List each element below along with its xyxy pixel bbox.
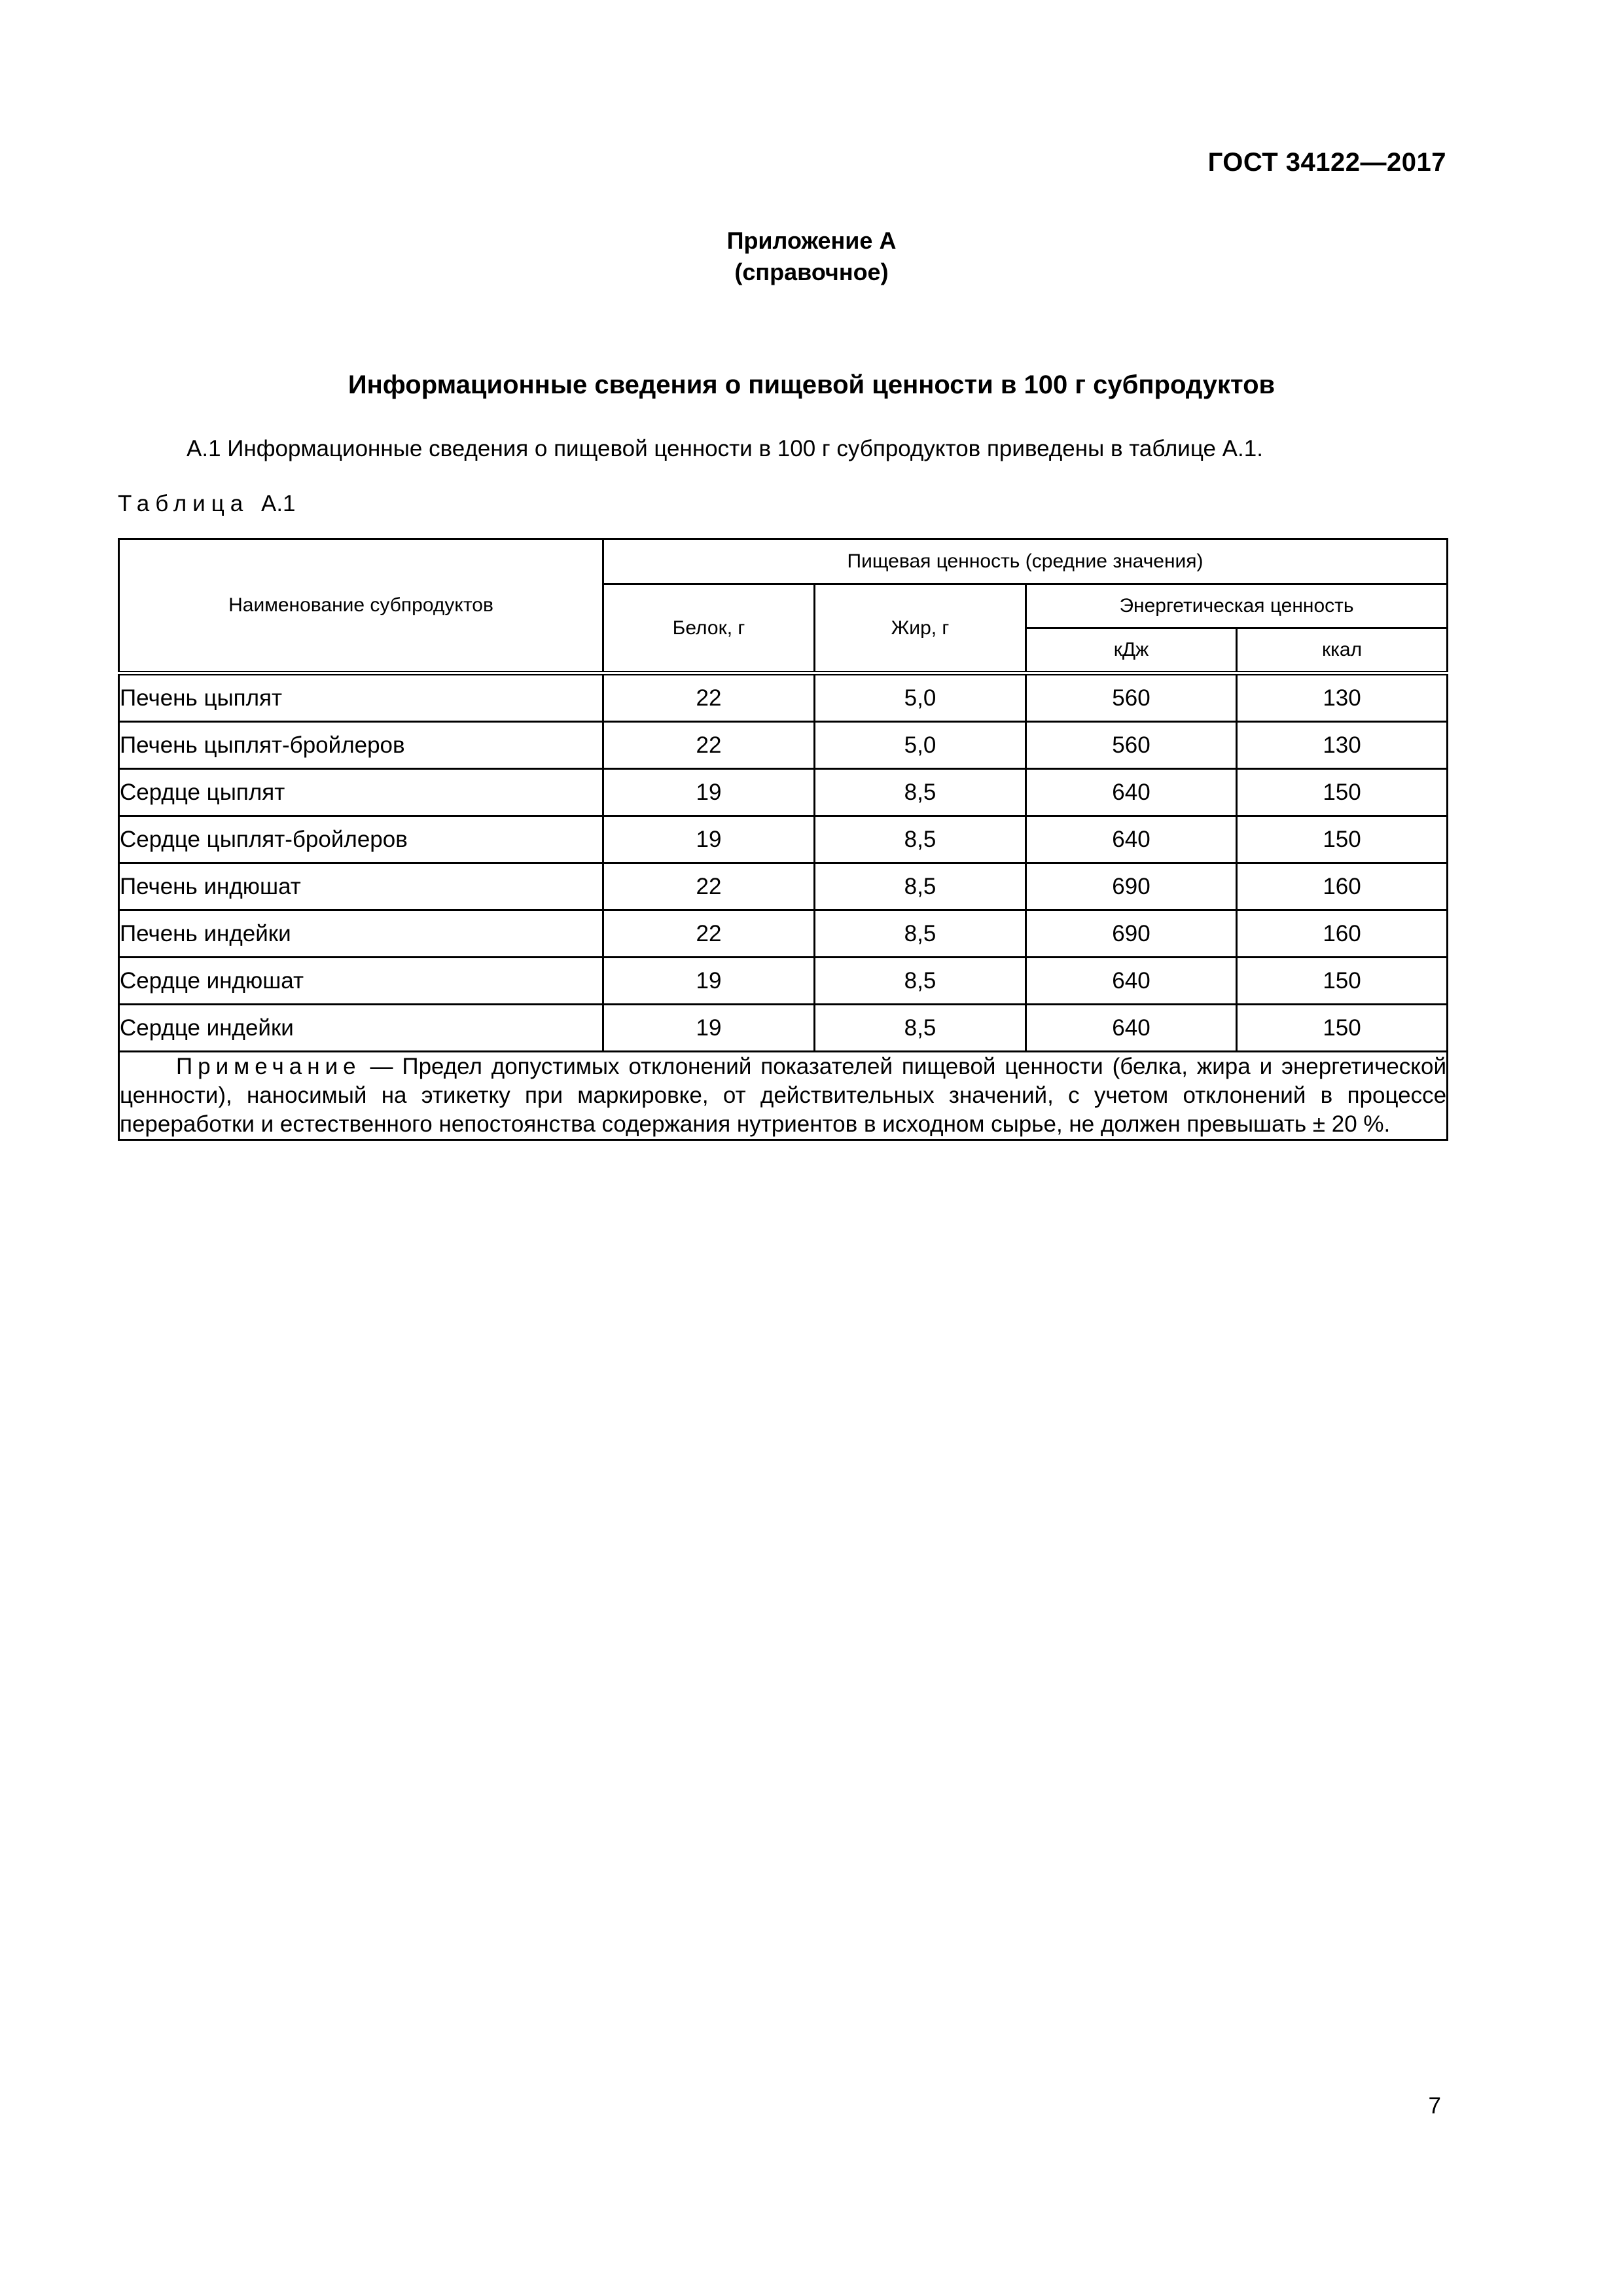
cell-protein: 22 [603,722,815,769]
note-text: — Предел допустимых отклонений показателей пищевой ценности (белка, жира и энергетической ценности), наносимый на этикетку при маркировке, от действительных значений, с учетом отклонений в процессе переработки и естественного непостоянства содержания нутриентов в исходном сырье, не должен превышать ± 20 %. [120,1054,1447,1137]
header-nutrition: Пищевая ценность (средние значения) [603,539,1448,584]
cell-kcal: 130 [1237,673,1448,722]
cell-fat: 8,5 [815,910,1026,958]
cell-protein: 19 [603,1005,815,1052]
cell-name: Печень цыплят [119,673,603,722]
cell-name: Сердце цыплят [119,769,603,816]
cell-kj: 640 [1026,816,1237,863]
cell-kj: 690 [1026,863,1237,910]
table-row [119,673,1448,722]
header-name: Наименование субпродуктов [119,539,603,673]
appendix-subtitle: (справочное) [734,259,889,285]
note-label: Примечание [176,1054,361,1079]
table-caption-number: А.1 [260,491,296,516]
cell-protein: 22 [603,863,815,910]
cell-kcal: 150 [1237,769,1448,816]
cell-fat: 8,5 [815,863,1026,910]
cell-fat: 8,5 [815,816,1026,863]
cell-protein: 22 [603,910,815,958]
cell-kcal: 160 [1237,863,1448,910]
header-fat: Жир, г [815,584,1026,673]
table-row [119,722,1448,769]
table-note [119,1052,1448,1140]
cell-fat: 5,0 [815,673,1026,722]
cell-name: Сердце индюшат [119,958,603,1005]
cell-fat: 8,5 [815,958,1026,1005]
cell-kcal: 160 [1237,910,1448,958]
cell-kj: 640 [1026,1005,1237,1052]
cell-kj: 640 [1026,958,1237,1005]
cell-fat: 5,0 [815,722,1026,769]
nutrition-table [118,538,1448,1141]
cell-kj: 690 [1026,910,1237,958]
page-number: 7 [1428,2093,1441,2119]
table-caption [118,491,296,517]
cell-fat: 8,5 [815,769,1026,816]
section-heading: Информационные сведения о пищевой ценности в 100 г субпродуктов [348,370,1275,399]
cell-name: Сердце индейки [119,1005,603,1052]
cell-protein: 19 [603,769,815,816]
header-protein: Белок, г [603,584,815,673]
cell-kj: 560 [1026,673,1237,722]
header-energy: Энергетическая ценность [1026,584,1448,628]
table-row [119,816,1448,863]
cell-kcal: 130 [1237,722,1448,769]
cell-protein: 22 [603,673,815,722]
cell-kj: 560 [1026,722,1237,769]
cell-name: Печень индюшат [119,863,603,910]
table-row [119,863,1448,910]
cell-fat: 8,5 [815,1005,1026,1052]
cell-kj: 640 [1026,769,1237,816]
header-kcal: ккал [1237,628,1448,673]
table-row [119,958,1448,1005]
header-kj: кДж [1026,628,1237,673]
table-row [119,910,1448,958]
appendix-title: Приложение А [726,227,897,254]
table-note-row [119,1052,1448,1140]
intro-paragraph: А.1 Информационные сведения о пищевой ценности в 100 г субпродуктов приведены в таблице А.1. [187,436,1263,461]
cell-kcal: 150 [1237,1005,1448,1052]
cell-protein: 19 [603,958,815,1005]
appendix-title-block [0,225,1623,288]
cell-kcal: 150 [1237,958,1448,1005]
cell-name: Сердце цыплят-бройлеров [119,816,603,863]
table-row [119,1005,1448,1052]
cell-name: Печень цыплят-бройлеров [119,722,603,769]
table-row [119,769,1448,816]
cell-protein: 19 [603,816,815,863]
table-caption-label: Таблица [118,491,249,516]
cell-name: Печень индейки [119,910,603,958]
cell-kcal: 150 [1237,816,1448,863]
document-code: ГОСТ 34122—2017 [1207,148,1446,177]
